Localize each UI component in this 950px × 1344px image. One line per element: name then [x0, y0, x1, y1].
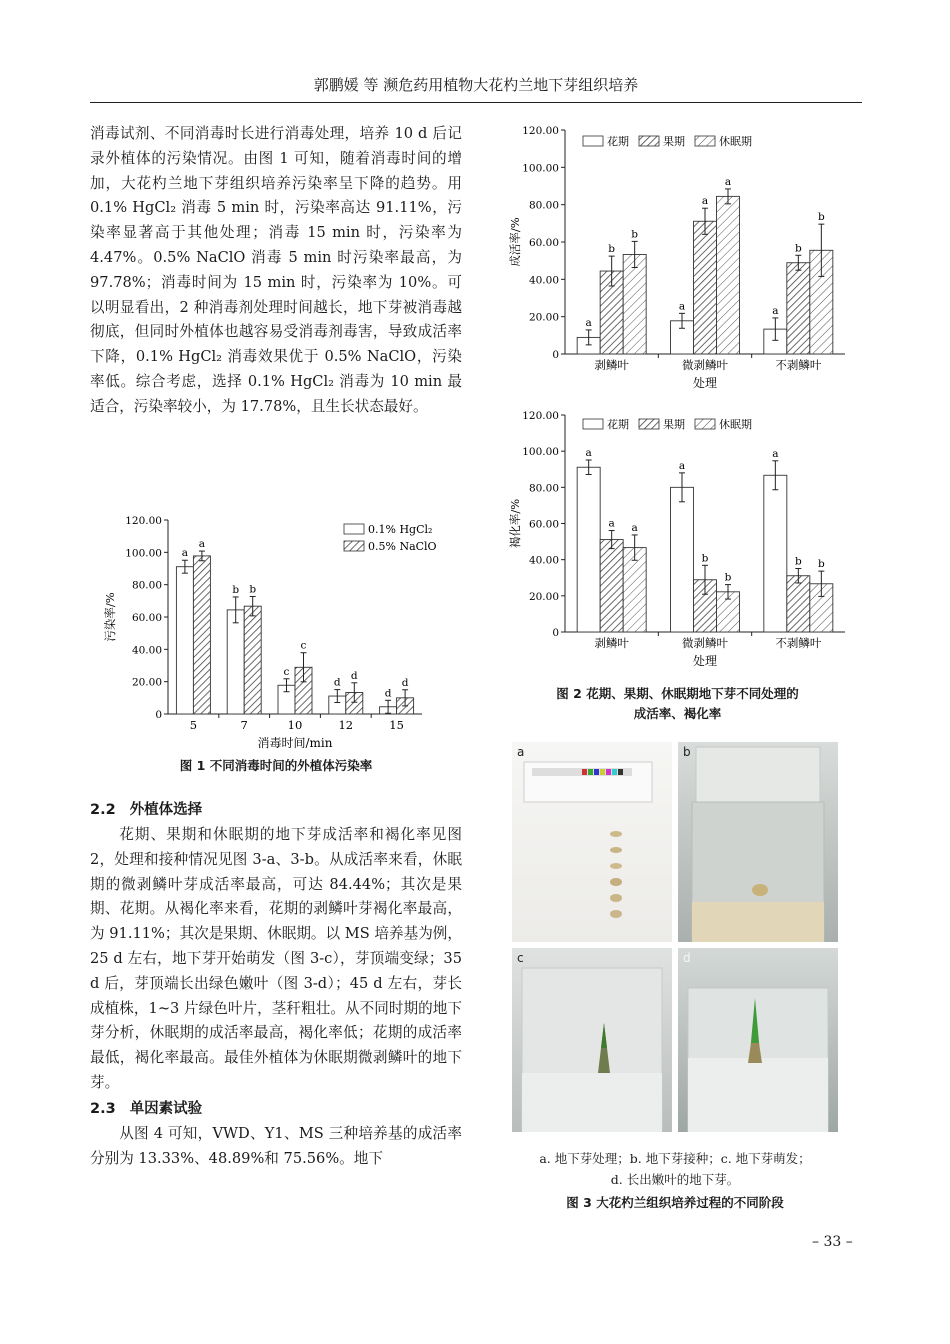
figure-2b-chart	[505, 405, 855, 675]
x-tick-label: 5	[189, 718, 198, 732]
y-tick-label: 20.00	[528, 590, 559, 603]
paragraph-explant: 花期、果期和休眠期的地下芽成活率和褐化率见图 2，处理和接种情况见图 3-a、3-b。从成活率来看，休眠期的微剥鳞叶芽成活率最高，可达 84.44%；其次是果期、花期。从褐化率来看，花期的剥鳞叶芽褐化率最高，为 91.11%；其次是果期、休眠期。以 MS 培养基为例，25 d 左右，地下芽开始萌发（图 3-c），芽顶端变绿；35 d 后，芽顶端长出绿色嫩叶（图 3-d）；45 d 左右，芽长成植株，1~3 片绿色叶片，茎秆粗壮。从不同时期的地下芽分析，休眠期的成活率最高，褐化率低；花期的成活率最低，褐化率最高。最佳外植体为休眠期微剥鳞叶的地下芽。	[90, 826, 462, 1091]
significance-label: c	[300, 639, 307, 652]
legend-label: 果期	[663, 418, 685, 431]
y-tick-label: 20.00	[528, 311, 559, 324]
page-number: – 33 –	[812, 1234, 853, 1250]
y-axis-label: 成活率/%	[508, 217, 522, 267]
figure-3-caption: 图 3 大花杓兰组织培养过程的不同阶段	[566, 1195, 784, 1210]
legend-label: 休眠期	[719, 135, 752, 148]
bar	[671, 487, 694, 632]
x-tick-label: 7	[240, 718, 248, 732]
legend-swatch	[344, 541, 364, 551]
running-header	[90, 72, 862, 103]
section-2-2-title: 外植体选择	[129, 802, 203, 818]
y-tick-label: 120.00	[125, 515, 162, 527]
y-tick-label: 20.00	[131, 676, 162, 689]
bar	[193, 556, 210, 714]
y-tick-label: 60.00	[528, 518, 559, 531]
figure-1-caption: 图 1 不同消毒时间的外植体污染率	[179, 758, 373, 773]
significance-label: b	[608, 243, 616, 256]
significance-label: a	[608, 517, 615, 530]
y-tick-label: 0	[552, 349, 559, 361]
y-tick-label: 80.00	[528, 199, 559, 212]
section-2-3-number: 2.3	[90, 1100, 116, 1117]
x-axis-label: 处理	[692, 654, 718, 668]
y-tick-label: 100.00	[125, 547, 162, 560]
photo-b-inoculation	[678, 742, 838, 942]
y-axis-label: 褐化率/%	[508, 498, 522, 549]
photo-d-young-leaves	[678, 948, 838, 1132]
legend-swatch	[695, 419, 715, 429]
culture-jar-c-illustration	[512, 948, 672, 1132]
legend-swatch	[695, 136, 715, 146]
y-tick-label: 120.00	[522, 125, 559, 137]
significance-label: b	[631, 228, 639, 241]
significance-label: a	[678, 459, 686, 472]
x-tick-label: 剥鳞叶	[594, 636, 629, 650]
y-tick-label: 40.00	[131, 644, 162, 657]
y-tick-label: 100.00	[522, 446, 559, 459]
significance-label: a	[701, 195, 709, 208]
paragraph-disinfection: 消毒试剂、不同消毒时长进行消毒处理，培养 10 d 后记录外植体的污染情况。由图 1 可知，随着消毒时间的增加，大花杓兰地下芽组织培养污染率呈下降的趋势。用 0.1% HgCl₂ 消毒 5 min 时，污染率高达 91.11%，污染率显著高于其他处理；消毒 15 min 时，污染率为 4.47%。0.5% NaClO 消毒 5 min 时污染率最高，为 97.78%；消毒时间为 15 min 时，污染率为 10%。可以明显看出，2 种消毒剂处理时间越长，地下芽被消毒越彻底，但同时外植体也越容易受消毒剂毒害，导致成活率下降，0.1% HgCl₂ 消毒效果优于 0.5% NaClO，污染率低。综合考虑，选择 0.1% HgCl₂ 消毒为 10 min 最适合，污染率较小，为 17.78%，且生长状态最好。	[90, 125, 462, 415]
significance-label: b	[794, 242, 802, 255]
x-tick-label: 微剥鳞叶	[682, 358, 728, 372]
figure-2-caption	[505, 684, 850, 724]
left-column	[90, 122, 462, 420]
bar	[176, 567, 193, 714]
y-tick-label: 100.00	[522, 162, 559, 175]
section-2-3-title: 单因素试验	[129, 1100, 203, 1117]
photo-a-explants	[512, 742, 672, 942]
y-tick-label: 0	[552, 627, 559, 639]
section-2-2-number: 2.2	[90, 802, 116, 818]
x-tick-label: 12	[338, 718, 354, 732]
legend-label: 0.5% NaClO	[368, 540, 437, 553]
y-tick-label: 40.00	[528, 274, 559, 287]
header-title: 郭鹏媛 等 濒危药用植物大花杓兰地下芽组织培养	[313, 76, 639, 94]
photo-b-label: b	[683, 745, 691, 759]
y-tick-label: 80.00	[528, 482, 559, 495]
explant-tray-illustration	[512, 742, 672, 942]
significance-label: a	[724, 175, 732, 188]
photo-d-label: d	[683, 951, 691, 965]
significance-label: a	[631, 521, 638, 534]
figure-3-notes	[505, 1148, 845, 1213]
figure-2a-chart	[505, 118, 855, 398]
bar	[764, 475, 787, 632]
figure-2-caption-line1: 图 2 花期、果期、休眠期地下芽不同处理的	[556, 686, 799, 701]
photo-c-label: c	[517, 951, 524, 965]
x-tick-label: 剥鳞叶	[594, 358, 629, 372]
bar	[694, 221, 717, 354]
y-tick-label: 60.00	[131, 612, 162, 624]
legend-label: 花期	[607, 135, 629, 148]
legend-label: 花期	[607, 418, 629, 431]
significance-label: a	[585, 447, 592, 460]
significance-label: b	[817, 211, 825, 224]
y-tick-label: 60.00	[528, 237, 559, 249]
bar	[577, 467, 600, 632]
legend-label: 果期	[663, 135, 685, 148]
x-tick-label: 不剥鳞叶	[775, 358, 822, 372]
significance-label: b	[249, 583, 257, 596]
significance-label: b	[724, 571, 732, 584]
bar	[787, 263, 810, 354]
significance-label: d	[384, 687, 392, 700]
significance-label: a	[772, 447, 779, 460]
y-tick-label: 0	[155, 709, 162, 721]
x-tick-label: 不剥鳞叶	[775, 636, 822, 650]
y-tick-label: 80.00	[131, 579, 162, 592]
significance-label: c	[283, 665, 290, 678]
significance-label: b	[817, 558, 825, 571]
bar	[717, 196, 740, 354]
x-tick-label: 10	[287, 718, 303, 732]
legend-swatch	[583, 419, 603, 429]
paragraph-single-factor: 从图 4 可知，VWD、Y1、MS 三种培养基的成活率分别为 13.33%、48.89%和 75.56%。地下	[90, 1124, 462, 1167]
figure-3-note-line1: a. 地下芽处理；b. 地下芽接种；c. 地下芽萌发；	[539, 1151, 811, 1166]
figure-2-caption-line2: 成活率、褐化率	[633, 706, 722, 721]
significance-label: b	[701, 552, 709, 565]
figure-1-chart	[100, 510, 450, 755]
culture-jar-d-illustration	[678, 948, 838, 1132]
bar	[227, 610, 244, 714]
significance-label: d	[350, 669, 358, 682]
y-tick-label: 120.00	[522, 410, 559, 422]
legend-label: 0.1% HgCl₂	[368, 523, 433, 536]
significance-label: a	[198, 538, 206, 551]
bar	[623, 254, 646, 354]
photo-a-label: a	[517, 745, 525, 759]
significance-label: d	[333, 676, 341, 689]
significance-label: a	[772, 304, 779, 317]
significance-label: b	[794, 555, 802, 568]
figure-3-note-line2: d. 长出嫩叶的地下芽。	[610, 1172, 740, 1187]
x-tick-label: 微剥鳞叶	[682, 636, 728, 650]
bar	[244, 606, 261, 714]
y-axis-label: 污染率/%	[103, 592, 117, 642]
significance-label: a	[678, 300, 686, 313]
x-axis-label: 处理	[692, 376, 718, 390]
significance-label: a	[585, 316, 592, 329]
x-tick-label: 15	[389, 718, 404, 732]
legend-swatch	[344, 524, 364, 534]
legend-swatch	[583, 136, 603, 146]
y-tick-label: 40.00	[528, 554, 559, 567]
significance-label: a	[181, 547, 189, 560]
significance-label: b	[232, 583, 240, 596]
x-axis-label: 消毒时间/min	[257, 736, 333, 750]
section-2-2	[90, 797, 462, 1171]
legend-label: 休眠期	[719, 418, 752, 431]
section-2-2-heading	[90, 797, 462, 823]
section-2-3-heading	[90, 1096, 462, 1122]
bar	[787, 576, 810, 632]
bar	[600, 540, 623, 632]
legend-swatch	[639, 419, 659, 429]
culture-jar-b-illustration	[678, 742, 838, 942]
legend-swatch	[639, 136, 659, 146]
significance-label: d	[401, 676, 409, 689]
photo-c-germination	[512, 948, 672, 1132]
